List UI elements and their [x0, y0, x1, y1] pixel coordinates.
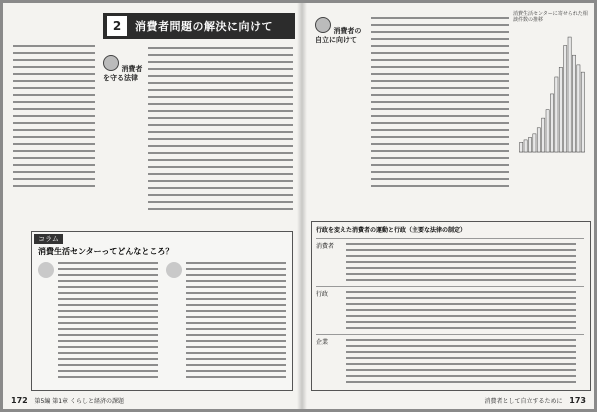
column-title: 消費生活センターってどんなところ？ — [38, 247, 174, 256]
chart-bar — [577, 65, 580, 152]
right-page-number: 173 — [569, 396, 586, 405]
topic-icon-2 — [315, 17, 331, 33]
chart-bar — [537, 128, 540, 152]
section-title: 消費者問題の解決に向けて — [135, 20, 273, 33]
column-illustration-2 — [166, 262, 182, 278]
section-number: 2 — [107, 16, 127, 36]
column-text-right — [186, 262, 286, 382]
chart-bar — [555, 77, 558, 152]
left-body-text — [148, 47, 293, 215]
left-page-number: 172 — [11, 396, 28, 405]
left-side-label — [103, 55, 143, 83]
chart-bar — [520, 142, 523, 152]
right-footer — [484, 396, 586, 405]
left-footer-text: 第5編 第1章 くらしと経済の課題 — [34, 398, 124, 405]
history-table — [311, 221, 591, 391]
right-side-label-text: 消費者の自立に向けて — [315, 27, 362, 44]
chart-svg — [513, 27, 591, 162]
table-row-label: 消費者 — [316, 243, 335, 250]
chart-bar — [533, 134, 536, 152]
column-tag: コラム — [34, 234, 63, 244]
consultation-chart — [513, 11, 591, 161]
right-footer-text: 消費者として自立するために — [484, 398, 563, 405]
left-side-label-text: 消費者を守る法律 — [103, 65, 143, 82]
section-header — [103, 13, 295, 39]
chart-bar — [568, 37, 571, 152]
chart-bar — [572, 55, 575, 152]
left-footer — [11, 396, 124, 405]
column-box — [31, 231, 293, 391]
column-illustration — [38, 262, 54, 278]
table-row — [316, 286, 584, 333]
table-row — [316, 238, 584, 285]
right-body-text — [371, 17, 509, 192]
book-spread — [3, 3, 594, 409]
chart-title: 消費生活センターに寄せられた相談件数の推移 — [513, 11, 588, 23]
topic-icon — [103, 55, 119, 71]
chart-bar — [546, 110, 549, 152]
chart-bar — [542, 118, 545, 152]
left-margin-text — [13, 45, 95, 192]
table-row-label: 企業 — [316, 339, 329, 346]
table-row-label: 行政 — [316, 291, 329, 298]
book-gutter — [297, 3, 307, 409]
chart-bar — [581, 72, 584, 152]
chart-bar — [564, 46, 567, 152]
right-side-label — [315, 17, 365, 45]
table-row — [316, 334, 584, 387]
chart-bar — [550, 94, 553, 152]
chart-bar — [559, 67, 562, 152]
chart-bar — [524, 140, 527, 152]
chart-bar — [528, 137, 531, 152]
column-text-left — [58, 262, 158, 382]
table-title: 行政を変えた消費者の運動と行政（主要な法律の制定） — [316, 227, 467, 234]
